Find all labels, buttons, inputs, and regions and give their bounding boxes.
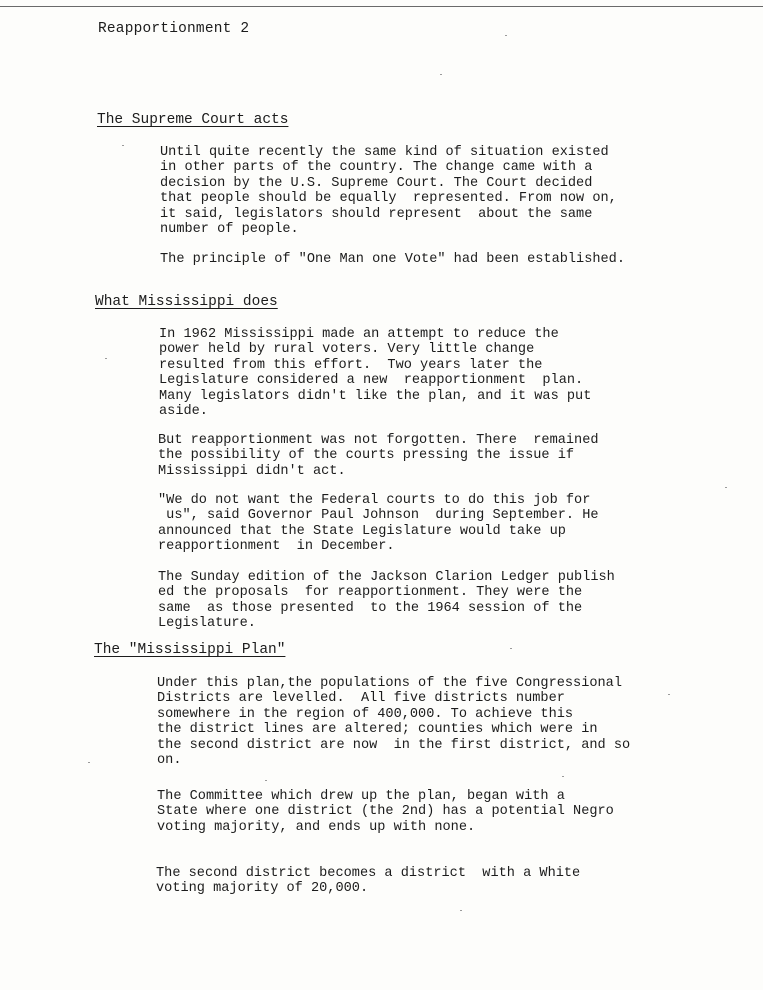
- text-line: In 1962 Mississippi made an attempt to reduce the: [159, 327, 559, 342]
- text-line: voting majority of 20,000.: [156, 881, 369, 897]
- text-line: number of people.: [160, 222, 299, 238]
- text-line: us", said Governor Paul Johnson during September. He: [158, 508, 599, 524]
- text-line: Legislature considered a new reapportionment plan.: [159, 373, 584, 389]
- text-line: Mississippi didn't act.: [158, 463, 346, 479]
- scan-speck: [725, 487, 727, 488]
- text-line: voting majority, and ends up with none.: [157, 819, 476, 835]
- scan-speck: [505, 35, 507, 36]
- scan-speck: [265, 780, 267, 781]
- page-header: Reapportionment 2: [98, 21, 250, 37]
- text-line: The Sunday edition of the Jackson Clarion Ledger publish: [158, 570, 615, 585]
- text-line: Many legislators didn't like the plan, and it was put: [159, 388, 592, 404]
- section-heading-what-mississippi-does: What Mississippi does: [95, 294, 278, 310]
- text-line: The second district becomes a district with a White: [156, 866, 581, 881]
- text-line: on.: [157, 753, 182, 769]
- text-line: the possibility of the courts pressing the issue if: [158, 448, 575, 464]
- text-line: State where one district (the 2nd) has a potential Negro: [157, 804, 614, 820]
- paragraph: [160, 252, 625, 267]
- paragraph: [158, 433, 599, 479]
- section-heading-supreme-court: The Supreme Court acts: [97, 112, 289, 128]
- top-rule: [0, 6, 763, 7]
- paragraph: [157, 789, 614, 835]
- text-line: it said, legislators should represent about the same: [160, 206, 593, 222]
- text-line: The principle of "One Man one Vote" had been established.: [160, 252, 625, 267]
- text-line: Until quite recently the same kind of situation existed: [160, 145, 609, 160]
- paragraph: [157, 676, 630, 768]
- text-line: the district lines are altered; counties which were in: [157, 722, 598, 738]
- text-line: in other parts of the country. The change came with a: [160, 160, 593, 176]
- paragraph: [159, 327, 591, 419]
- section-heading-mississippi-plan: The "Mississippi Plan": [94, 642, 286, 658]
- text-line: that people should be equally represented. From now on,: [160, 191, 617, 207]
- scan-speck: [122, 145, 124, 146]
- scan-speck: [562, 776, 564, 777]
- scan-speck: [440, 74, 442, 75]
- scan-speck: [510, 648, 512, 649]
- scan-speck: [668, 694, 670, 695]
- text-line: The Committee which drew up the plan, began with a: [157, 789, 565, 804]
- text-line: same as those presented to the 1964 session of the: [158, 600, 583, 616]
- text-line: decision by the U.S. Supreme Court. The Court decided: [160, 175, 593, 191]
- text-line: ed the proposals for reapportionment. They were the: [158, 585, 583, 601]
- text-line: announced that the State Legislature would take up: [158, 523, 566, 539]
- scan-speck: [88, 762, 90, 763]
- text-line: somewhere in the region of 400,000. To achieve this: [157, 706, 574, 722]
- text-line: "We do not want the Federal courts to do this job for: [158, 493, 591, 508]
- scan-speck: [460, 910, 462, 911]
- scan-speck: [105, 358, 107, 359]
- text-line: reapportionment in December.: [158, 539, 395, 555]
- text-line: Under this plan,the populations of the five Congressional: [157, 676, 622, 691]
- text-line: But reapportionment was not forgotten. There remained: [158, 433, 599, 448]
- paragraph: [158, 493, 599, 555]
- text-line: power held by rural voters. Very little change: [159, 342, 535, 358]
- text-line: the second district are now in the first district, and so: [157, 737, 631, 753]
- text-line: Districts are levelled. All five districts number: [157, 691, 565, 707]
- paragraph: [158, 570, 615, 632]
- paragraph: [156, 866, 580, 897]
- text-line: aside.: [159, 404, 208, 420]
- text-line: Legislature.: [158, 616, 256, 632]
- paragraph: [160, 145, 617, 237]
- text-line: resulted from this effort. Two years later the: [159, 357, 543, 373]
